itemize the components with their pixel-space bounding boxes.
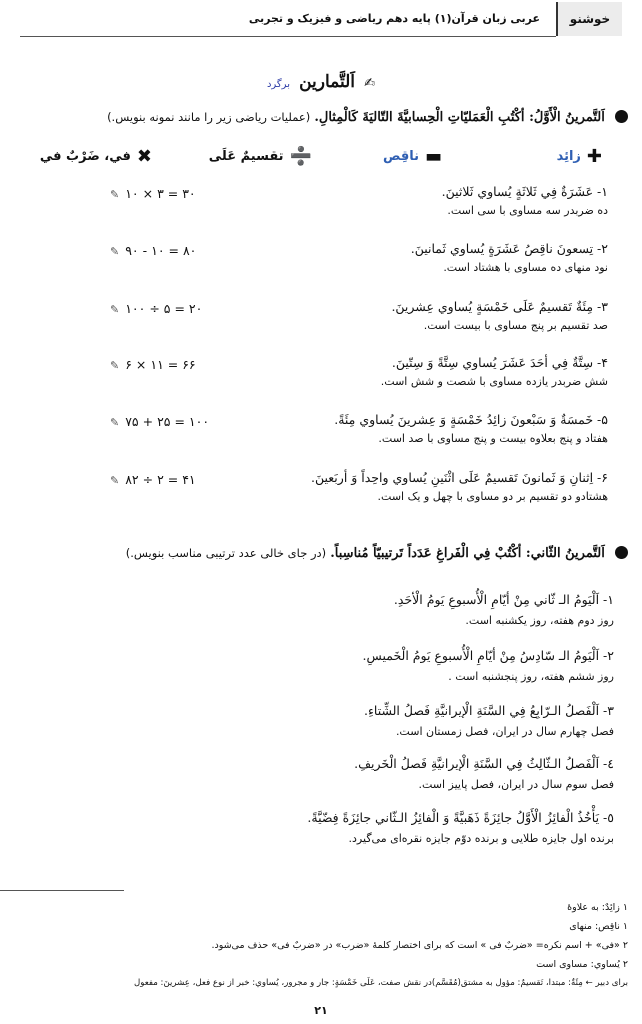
row-equation: ✎ ۱۰ × ۳ = ۳۰ bbox=[110, 186, 196, 201]
exercise1-heading-fa: (عملیات ریاضی زیر را مانند نمونه بنویس.) bbox=[107, 110, 311, 124]
exercise1-row bbox=[20, 184, 608, 224]
exercise2-item bbox=[20, 810, 614, 854]
pencil-icon: ✎ bbox=[110, 303, 120, 316]
page-number: ۲۱ bbox=[314, 1004, 328, 1017]
footnote: برای دبیر ← مِئَةٌ: مبتدا، تَقسيمٌ: مؤول به مشتق(مُقَسَّم)در نقش صفت، عَلَى خَمْسَةٍ: جار و مجرور، يُساوي: خبر از نوع فعل، عِشرينَ: مفعول bbox=[134, 978, 628, 988]
header-divider bbox=[20, 36, 556, 37]
exercise1-heading-ar: اَلتَّمرينُ الْأَوَّلُ: أكْتُبِ الْعَمَليّاتِ الْحِسابيَّةَ التّاليَةَ كَالْمِثالِ. bbox=[314, 110, 605, 125]
op-plus: ✚ زائِد bbox=[556, 146, 602, 167]
plus-icon: ✚ bbox=[586, 146, 602, 167]
bullet-icon bbox=[615, 110, 628, 123]
exercise1-heading bbox=[10, 110, 628, 125]
exercise2-item bbox=[20, 592, 614, 636]
row-arabic: ۳- مِئَةٌ تَقسيمٌ عَلَى خَمْسَةٍ يُساوي عِشرينَ. bbox=[391, 299, 608, 314]
footnote-divider bbox=[0, 890, 124, 891]
exercise1-row bbox=[20, 355, 608, 395]
exercise1-row bbox=[20, 412, 608, 452]
row-equation: ✎ ۷۵ + ۲۵ = ۱۰۰ bbox=[110, 414, 210, 429]
item-arabic: ۲- اَلْيَومُ الـ سّادِسُ مِنْ أيّامِ الْأُسبوعِ يَومُ الْخَميسِ. bbox=[362, 648, 614, 663]
section-subtitle: برگرد bbox=[266, 79, 290, 90]
section-title bbox=[0, 72, 642, 92]
item-persian: فصل چهارم سال در ایران، فصل زمستان است. bbox=[395, 725, 614, 738]
item-arabic: ٤- اَلْفَصلُ الـثّالِثُ فِي السَّنَةِ الْإيرانيَّةِ فَصلُ الْخَريفِ. bbox=[354, 756, 614, 771]
item-persian: برنده اول جایزه طلایی و برنده دوّم جایزه نقره‌ای می‌گیرد. bbox=[348, 832, 614, 845]
exercise1-row bbox=[20, 241, 608, 281]
divide-icon: ➗ bbox=[289, 146, 312, 167]
op-multiply: ✖ في، ضَرْبٌ في bbox=[39, 146, 152, 167]
exercise2-item bbox=[20, 756, 614, 800]
footnote: ۱ ناقِص: منهای bbox=[569, 921, 628, 932]
pencil-icon: ✎ bbox=[110, 188, 120, 201]
row-persian: هفتاد و پنج بعلاوه بیست و پنج مساوی با صد است. bbox=[378, 432, 608, 445]
pencil-icon: ✎ bbox=[110, 474, 120, 487]
section-title-text: اَلتَّمارين bbox=[299, 72, 356, 92]
item-persian: روز دوم هفته، روز یکشنبه است. bbox=[465, 614, 614, 627]
footnotes bbox=[14, 902, 628, 997]
item-persian: روز ششم هفته، روز پنجشنبه است . bbox=[448, 670, 614, 683]
footnote: ۲ يُساوي: مساوی است bbox=[536, 959, 628, 970]
row-arabic: ۵- خَمسَةٌ وَ سَبْعونَ زائِدُ خَمْسَةٍ وَ عِشرينَ يُساوي مِئَةً. bbox=[334, 412, 608, 427]
row-arabic: ۱- عَشَرَةٌ فِي ثَلاثَةٍ يُساوي ثَلاثينَ. bbox=[441, 184, 608, 199]
footnote: ۲ «فی» + اسم نکره= «ضربٌ فی » است که برای اختصار کلمهٔ «ضرب» در «ضربٌ فی» حذف می‌شود. bbox=[211, 940, 628, 951]
publisher-badge: خوشنو bbox=[556, 2, 622, 36]
op-divide: ➗ تقسيمٌ عَلَى bbox=[208, 146, 312, 167]
pencil-icon: ✎ bbox=[110, 245, 120, 258]
minus-icon: ▬ bbox=[424, 146, 442, 167]
row-equation: ✎ ۸۲ ÷ ۲ = ۴۱ bbox=[110, 472, 196, 487]
row-persian: صد تقسیم بر پنج مساوی با بیست است. bbox=[423, 319, 608, 332]
footnote: ۱ زائِدٌ: به علاوهٔ bbox=[567, 902, 628, 913]
multiply-icon: ✖ bbox=[136, 146, 152, 167]
row-equation: ✎ ۹۰ - ۱۰ = ۸۰ bbox=[110, 243, 197, 258]
row-equation: ✎ ۶ × ۱۱ = ۶۶ bbox=[110, 357, 196, 372]
bullet-icon bbox=[615, 546, 628, 559]
pencil-icon: ✎ bbox=[110, 416, 120, 429]
row-arabic: ۴- سِتَّةٌ فِي أحَدَ عَشَرَ يُساوي سِتَّةً وَ سِتّينَ. bbox=[391, 355, 608, 370]
exercise1-row bbox=[20, 470, 608, 510]
row-persian: نود منهای ده مساوی با هشتاد است. bbox=[443, 261, 608, 274]
row-equation: ✎ ۱۰۰ ÷ ۵ = ۲۰ bbox=[110, 301, 203, 316]
item-arabic: ۱- اَلْيَومُ الـ ثّاني مِنْ أيّامِ الْأُسبوعِ يَومُ الْأحَدِ. bbox=[393, 592, 614, 607]
exercise1-row bbox=[20, 299, 608, 339]
exercise2-item bbox=[20, 703, 614, 747]
page-header bbox=[0, 0, 642, 40]
exercise2-item bbox=[20, 648, 614, 692]
item-arabic: ٥- يَأْخُذُ الْفائِزُ الْأَوَّلُ جائِزَةً ذَهَبيَّةً وَ الْفائِزُ الـثّاني جائِزَةً فِضّيَّةً. bbox=[307, 810, 614, 825]
pencil-icon: ✎ bbox=[110, 359, 120, 372]
pen-icon: ✍ bbox=[364, 76, 376, 91]
exercise2-heading bbox=[10, 546, 628, 561]
row-persian: هشتادو دو تقسیم بر دو مساوی با چهل و یک است. bbox=[377, 490, 608, 503]
operators-legend bbox=[0, 146, 642, 170]
exercise2-heading-fa: (در جای خالی عدد ترتیبی مناسب بنویس.) bbox=[125, 546, 327, 560]
row-arabic: ۶- اِثنانِ وَ ثَمانونَ تَقسيمٌ عَلَى اثْنَينِ يُساوي واحِداً وَ أربَعينَ. bbox=[311, 470, 608, 485]
book-title: عربی زبان قرآن(۱) پایه دهم ریاضی و فیزیک و تجربی bbox=[248, 12, 540, 25]
row-arabic: ۲- تِسعونَ ناقِصُ عَشَرَةٍ يُساوي ثَمانينَ. bbox=[410, 241, 608, 256]
row-persian: ده ضربدر سه مساوی با سی است. bbox=[447, 204, 608, 217]
exercise2-heading-ar: اَلتَّمرينُ الثّاني: أكْتُبْ فِي الْفَراغِ عَدَداً تَرتيبيّاً مُناسِباً. bbox=[330, 546, 605, 561]
item-arabic: ۳- اَلْفَصلُ الـرّابِعُ فِي السَّنَةِ الْإيرانيَّةِ فَصلُ الشِّتاءِ. bbox=[364, 703, 614, 718]
op-minus: ▬ ناقِص bbox=[382, 146, 442, 167]
item-persian: فصل سوم سال در ایران، فصل پاییز است. bbox=[418, 778, 614, 791]
row-persian: شش ضربدر یازده مساوی با شصت و شش است. bbox=[380, 375, 608, 388]
